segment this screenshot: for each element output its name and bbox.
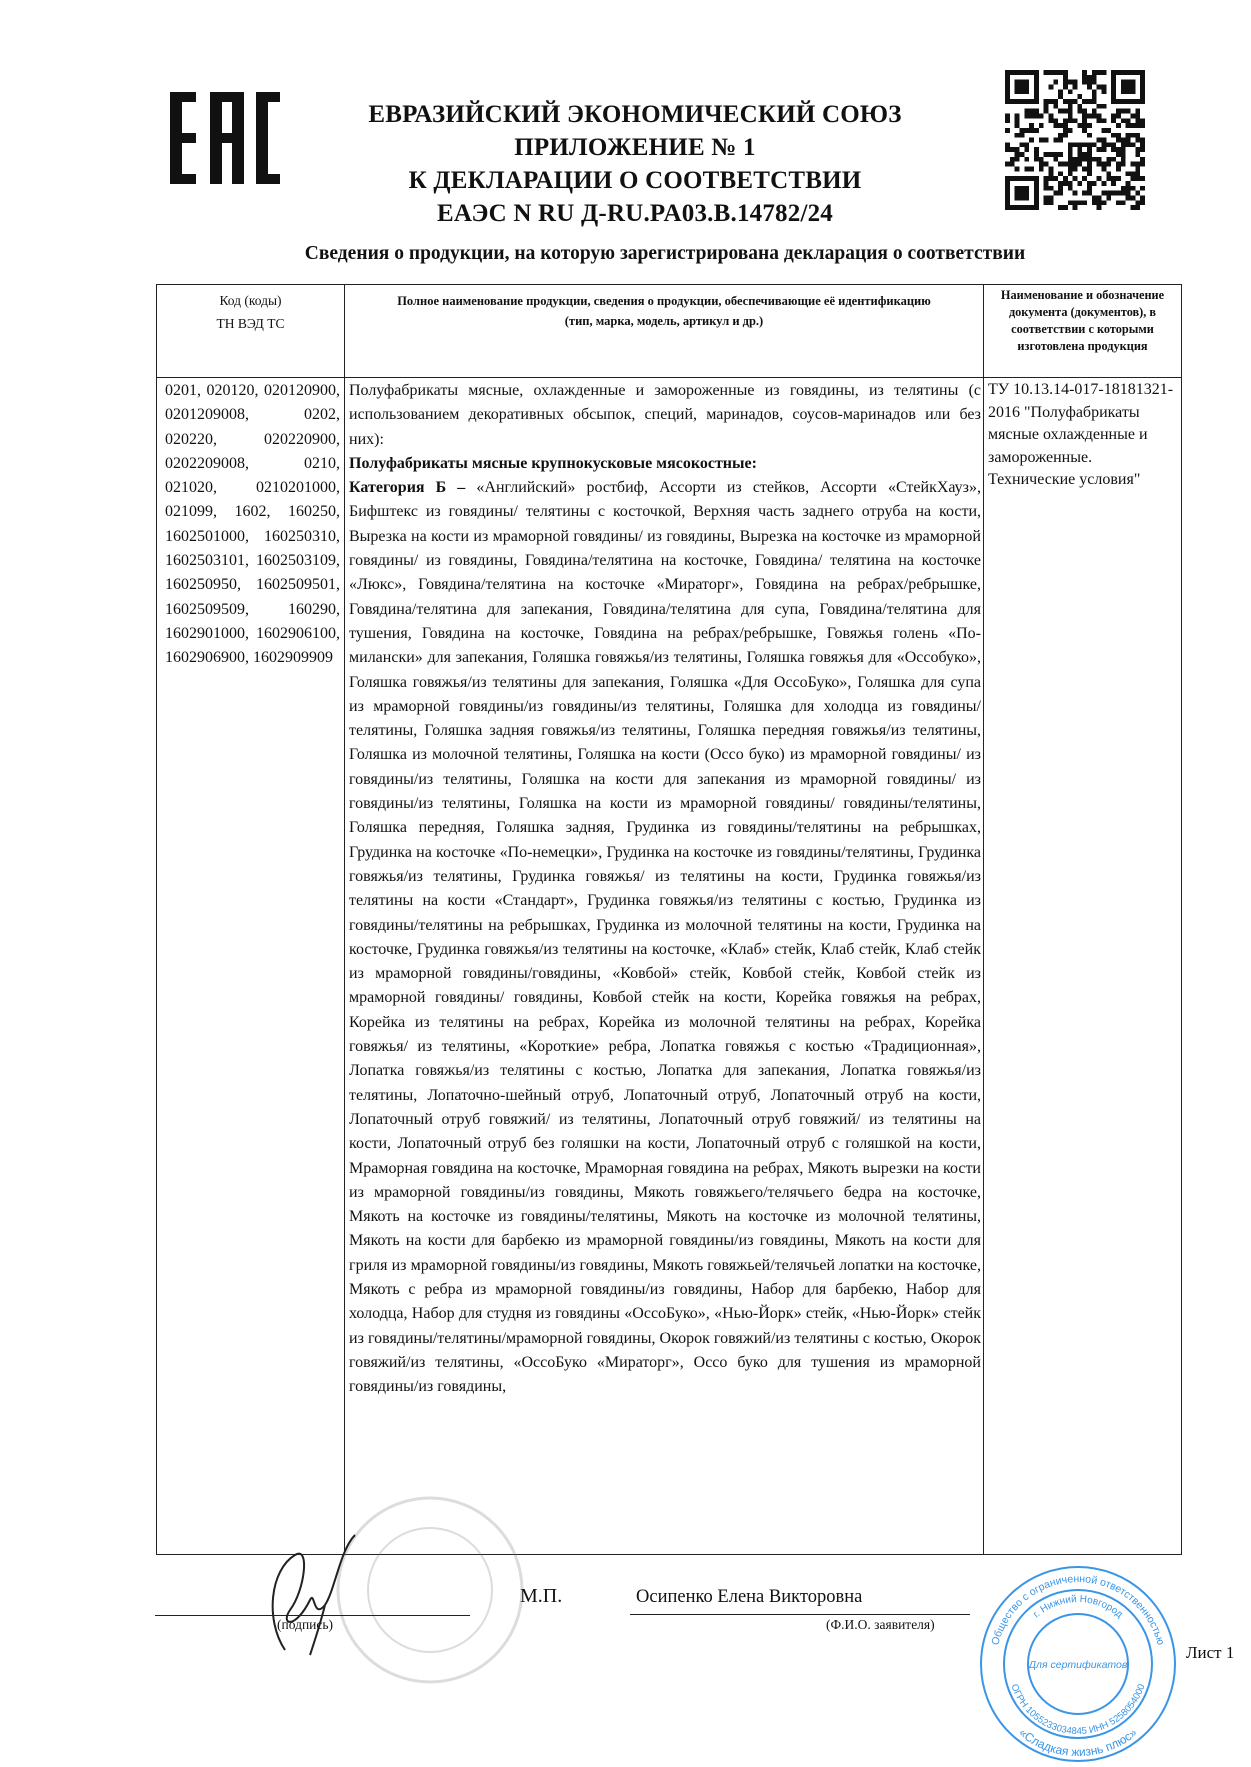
header-number: ЕАЭС N RU Д-RU.PA03.B.14782/24 bbox=[436, 200, 833, 227]
category-label: Категория Б – bbox=[349, 479, 466, 497]
table-header-row bbox=[157, 285, 1182, 378]
stamp-center: Для сертификатов bbox=[1028, 1659, 1128, 1671]
header-codes-line2: ТН ВЭД ТС bbox=[216, 316, 285, 331]
header-name-line1: Полное наименование продукции, сведения о продукции, обеспечивающие её идентификацию bbox=[397, 294, 931, 308]
product-intro: Полуфабрикаты мясные, охлажденные и замороженные из говядины, из телятины (с использованием декоративных обсыпок, специй, маринадов, соусов-маринадов или без них): bbox=[349, 382, 981, 448]
header-document: Наименование и обозначение документа (документов), в соответствии с которыми изготовлена продукция bbox=[984, 285, 1182, 378]
sheet-number: Лист 1 bbox=[1186, 1643, 1235, 1662]
name-line bbox=[630, 1614, 970, 1615]
stamp-city: г. Нижний Новгород bbox=[1031, 1593, 1125, 1621]
document-header bbox=[330, 98, 940, 230]
table-row bbox=[157, 378, 1182, 1555]
header-name-line2: (тип, марка, модель, артикул и др.) bbox=[564, 314, 764, 328]
section-title: Сведения о продукции, на которую зарегистрирована декларация о соответствии bbox=[304, 243, 1026, 264]
name-caption: (Ф.И.О. заявителя) bbox=[826, 1617, 935, 1632]
applicant-name: Осипенко Елена Викторовна bbox=[636, 1587, 863, 1607]
stamp-company: «Сладкая жизнь плюс» bbox=[1016, 1725, 1140, 1760]
header-codes-line1: Код (коды) bbox=[219, 293, 282, 308]
seal-place-label: М.П. bbox=[520, 1585, 563, 1607]
product-table bbox=[156, 284, 1182, 1555]
header-appendix: ПРИЛОЖЕНИЕ № 1 bbox=[514, 134, 756, 161]
product-group: Полуфабрикаты мясные крупнокусковые мясокостные: bbox=[349, 454, 757, 472]
product-category-list bbox=[349, 476, 981, 1399]
svg-text:Общество с ограниченной ответс bbox=[989, 1573, 1166, 1647]
header-product-name bbox=[345, 285, 984, 378]
signature-icon bbox=[255, 1530, 365, 1660]
header-codes bbox=[157, 285, 345, 378]
qr-code-icon bbox=[1005, 70, 1145, 210]
header-declaration: К ДЕКЛАРАЦИИ О СООТВЕТСТВИИ bbox=[408, 167, 862, 194]
standard-document: ТУ 10.13.14-017-18181321-2016 "Полуфабрикаты мясные охлажденные и замороженные. Технические условия" bbox=[984, 378, 1182, 1555]
product-items: «Английский» ростбиф, Ассорти из стейков, Ассорти «СтейкХауз», Бифштекс из говядины/ телятины с косточкой, Верхняя часть заднего отруба на кости, Вырезка на кости из мраморной говядины/ из говядины, Вырезка на косточке из мраморной говядины/ из говядины, Говядина/телятина на косточке, Говядина/ телятина на косточке «Люкс», Говядина/телятина на косточке «Мираторг», Говядина на ребрах/ребрышке, Говядина/телятина для запекания, Говядина/телятина для супа, Говядина/телятина для тушения, Говядина на косточке, Говядина на ребрах/ребрышке, Говяжья голень «По-милански» для запекания, Голяшка говяжья/из телятины, Голяшка говяжья для «Оссобуко», Голяшка говяжья/из телятины для запекания, Голяшка «Для ОссоБуко», Голяшка для супа из мраморной говядины/из говядины/из телятины, Голяшка для холодца из говядины/телятины, Голяшка задняя говяжья/из телятины, Голяшка передняя говяжья/из телятины, Голяшка из молочной телятины, Голяшка на кости (Оссо буко) из мраморной говядины/ из говядины/из телятины, Голяшка на кости для запекания из мраморной говядины/ из говядины/из телятины, Голяшка на кости из мраморной говядины/ говядины/телятины, Голяшка передняя, Голяшка задняя, Грудинка из говядины/телятины на ребрышках, Грудинка на косточке «По-немецки», Грудинка на косточке из говядины/телятины, Грудинка говяжья/из телятины, Грудинка говяжья/ из телятины на кости, Грудинка говяжья/из телятины на кости «Стандарт», Грудинка говяжья/из телятины с костью, Грудинка из говядины/телятины на ребрышках, Грудинка из молочной телятины на кости, Грудинка на косточке, Грудинка говяжья/из телятины на косточке, «Клаб» стейк, Клаб стейк, Клаб стейк из мраморной говядины/говядины, «Ковбой» стейк, Ковбой стейк, Ковбой стейк из мраморной говядины/ говядины, Ковбой стейк на кости, Корейка говяжья на ребрах, Корейка из телятины на ребрах, Корейка из молочной телятины на ребрах, Корейка говяжья/ из телятины, «Короткие» ребра, Лопатка говяжья с костью «Традиционная», Лопатка говяжья/из телятины с костью, Лопатка для запекания, Лопатка говяжья/из телятины, Лопаточно-шейный отруб, Лопаточный отруб, Лопаточный отруб на кости, Лопаточный отруб говяжий/ из телятины, Лопаточный отруб говяжий/ из телятины на кости, Лопаточный отруб без голяшки на кости, Лопаточный отруб с голяшкой на кости, Мраморная говядина на косточке, Мраморная говядина на ребрах, Мякоть вырезки на кости из мраморной говядины/из говядины, Мякоть говяжьего/телячьего бедра на косточке, Мякоть на косточке из говядины/телятины, Мякоть на косточке из молочной телятины, Мякоть на кости для барбекю из мраморной говядины/из говядины, Мякоть на кости для гриля из мраморной говядины/из говядины, Мякоть говяжьей/телячьей лопатки на косточке, Мякоть с ребра из мраморной говядины/из говядины, Набор для барбекю, Набор для холодца, Набор для студня из говядины «ОссоБуко», «Нью-Йорк» стейк, «Нью-Йорк» стейк из говядины/телятины/мраморной говядины, Окорок говяжий/из телятины с костью, Окорок говяжий/из телятины, «ОссоБуко «Мираторг», Оссо буко для тушения из мраморной говядины/из говядины, bbox=[349, 479, 982, 1396]
signature-line bbox=[155, 1615, 470, 1616]
eac-logo bbox=[170, 92, 280, 184]
stamp-ids: ОГРН 1055233034845 ИНН 5258054000 bbox=[1008, 1682, 1148, 1738]
company-stamp-icon bbox=[978, 1564, 1178, 1764]
signature-caption: (подпись) bbox=[277, 1617, 334, 1632]
tn-ved-codes: 0201, 020120, 020120900, 0201209008, 0202, 020220, 020220900, 0202209008, 0210, 021020, 0210201000, 021099, 1602, 160250, 1602501000, 160250310, 1602503101, 1602503109, 160250950, 1602509501, 1602509509, 160290, 1602901000, 1602906100, 1602906900, 1602909909 bbox=[157, 378, 345, 1555]
stamp-outer-text: Общество с ограниченной ответственностью bbox=[989, 1572, 1167, 1647]
product-description bbox=[345, 378, 984, 1555]
header-union: ЕВРАЗИЙСКИЙ ЭКОНОМИЧЕСКИЙ СОЮЗ bbox=[368, 101, 902, 128]
